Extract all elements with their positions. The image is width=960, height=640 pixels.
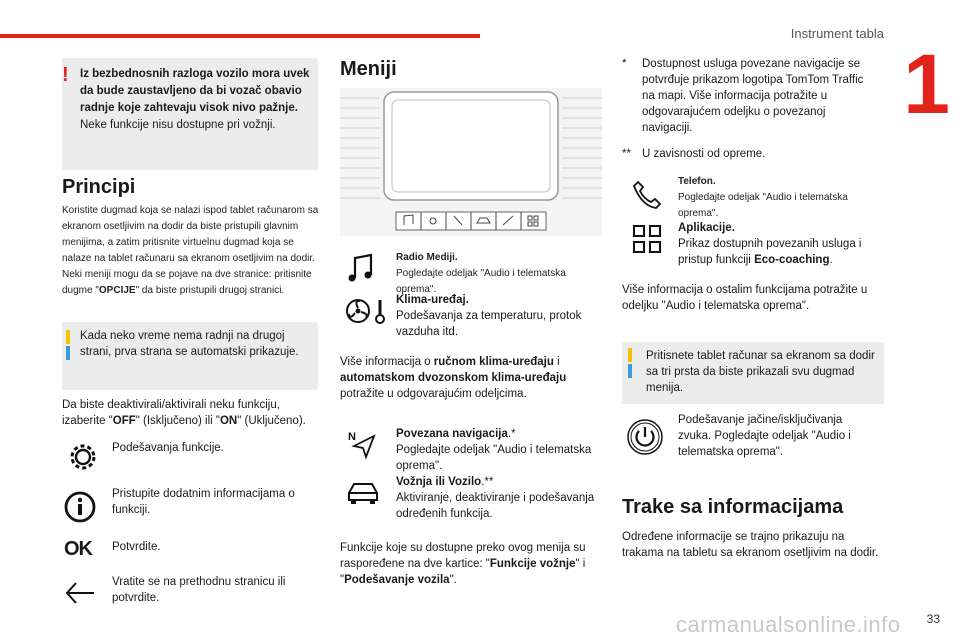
watermark: carmanualsonline.info <box>676 612 901 637</box>
nav-title: Povezana navigacija <box>396 428 508 440</box>
page-number: 33 <box>926 612 940 626</box>
onoff-post: " (Uključeno). <box>237 415 306 427</box>
telefon-text: Pogledajte odeljak "Audio i telematska oprema". <box>678 192 848 219</box>
power-icon <box>626 418 664 456</box>
nav-drive-items <box>396 426 606 522</box>
tabs-b1: Funkcije vožnje <box>489 558 576 570</box>
phone-icon <box>630 178 664 212</box>
fan-thermometer-icon <box>344 294 390 328</box>
trake-text: Određene informacije se trajno prikazuju na trakama na tabletu sa ekranom osetljivim na dodir. <box>622 531 879 559</box>
nav-text: Pogledajte odeljak "Audio i telematska oprema". <box>396 444 592 472</box>
onoff-mid: " (Isključeno) ili " <box>135 415 220 427</box>
klima-more-b2: automatskom dvozonskom klima-uređaju <box>340 372 567 384</box>
tabs-pre: Funkcije koje su dostupne preko ovog menija su raspoređene na dve kartice: " <box>340 542 586 570</box>
header-red-bar <box>0 34 480 38</box>
klima-more-mid: i <box>553 356 560 368</box>
section-title: Instrument tabla <box>790 26 884 41</box>
item-info-text: Pristupite dodatnim informacijama o funkciji. <box>112 488 295 516</box>
item-gear-text: Podešavanja funkcije. <box>112 442 224 454</box>
principi-text1: Koristite dugmad koja se nalazi ispod tablet računarom sa ekranom osetljivim na dodir da biste pristupili glavnim menijima, a zatim pritisnite virtuelnu dugmad koja se nalaze na tablet računaru sa ekranom osetljivim na dodir. <box>62 205 319 264</box>
chapter-number: 1 <box>903 37 950 131</box>
svg-text:N: N <box>348 431 356 443</box>
drive-text: Aktiviranje, deaktiviranje i podešavanja određenih funkcija. <box>396 492 595 520</box>
warning-bold: Iz bezbednosnih razloga vozilo mora uvek da bude zaustavljeno da bi vozač obavio radnje koje zahtevaju visok nivo pažnje. <box>80 68 310 114</box>
apps-text-bold: Eco-coaching <box>754 254 830 266</box>
klima-item <box>396 292 606 340</box>
tabs-b2: Podešavanje vozila <box>344 574 450 586</box>
item-back-text: Vratite se na prethodnu stranicu ili potvrdite. <box>112 576 286 604</box>
car-icon <box>346 476 380 510</box>
footnote1: Dostupnost usluga povezane navigacije se potvrđuje prikazom logotipa TomTom Traffic na mapi. Više informacija potražite u odgovarajućem odeljku o povezanoj navigaciji. <box>642 58 864 134</box>
off-label: OFF <box>112 415 136 427</box>
on-label: ON <box>219 415 238 427</box>
warning-text <box>80 66 312 134</box>
klima-more-pre: Više informacija o <box>340 356 434 368</box>
meniji-title: Meniji <box>340 58 397 80</box>
power-text: Podešavanje jačine/isključivanja zvuka. Pogledajte odeljak "Audio i telematska oprema". <box>678 414 851 458</box>
klima-more-post: potražite u odgovarajućim odeljcima. <box>340 388 527 400</box>
tabs-post: ". <box>449 574 457 586</box>
right-more: Više informacija o ostalim funkcijama potražite u odeljku "Audio i telematska oprema". <box>622 284 868 312</box>
navigation-icon <box>346 428 380 462</box>
apps-text-post: . <box>829 254 833 266</box>
gear-icon <box>66 440 100 474</box>
right-note: Pritisnete tablet računar sa ekranom sa dodir sa tri prsta da biste prikazali svu dugmad menija. <box>646 350 875 394</box>
radio-text: Pogledajte odeljak "Audio i telematska oprema". <box>396 268 566 295</box>
drive-star: .** <box>481 476 494 488</box>
right-note-bar-yellow <box>628 348 632 362</box>
footnote2-mark: ** <box>622 148 631 160</box>
drive-title: Vožnja ili Vozilo <box>396 476 482 488</box>
footnote2: U zavisnosti od opreme. <box>642 148 766 160</box>
trake-title: Trake sa informacijama <box>622 496 844 518</box>
onoff-pre: Da biste deaktivirali/aktivirali neku funkciju, izaberite " <box>62 399 280 427</box>
principi-text <box>62 203 324 299</box>
tabs-text <box>340 540 602 588</box>
principi-text2-pre: Neki meniji mogu da se pojave na dve stranice: pritisnite dugme " <box>62 269 312 296</box>
klima-more <box>340 354 602 402</box>
right-note-bar-blue <box>628 364 632 378</box>
onoff-text <box>62 397 322 429</box>
telefon-item <box>678 174 890 222</box>
options-label: OPCIJE <box>98 285 136 296</box>
tabs-mid: " i " <box>340 558 586 586</box>
apps-title: Aplikacije. <box>678 222 735 234</box>
principi-title: Principi <box>62 176 136 198</box>
klima-title: Klima-uređaj. <box>396 294 469 306</box>
apps-item <box>678 220 882 268</box>
note-bar-blue <box>66 346 70 360</box>
back-arrow-icon <box>64 576 98 610</box>
footnote1-mark: * <box>622 58 627 70</box>
telefon-title: Telefon. <box>678 176 716 187</box>
apps-text-pre: Prikaz dostupnih povezanih usluga i pristup funkciji <box>678 238 862 266</box>
ok-icon: OK <box>64 538 92 560</box>
music-note-icon <box>344 250 378 284</box>
principi-note: Kada neko vreme nema radnji na drugoj strani, prva strana se automatski prikazuje. <box>80 330 299 358</box>
info-icon <box>63 490 97 524</box>
klima-text: Podešavanja za temperaturu, protok vazduha itd. <box>396 310 582 338</box>
warning-icon: ! <box>62 64 69 86</box>
note-bar-yellow <box>66 330 70 344</box>
radio-title: Radio Mediji. <box>396 252 458 263</box>
nav-star: .* <box>507 428 516 440</box>
principi-text2-post: " da biste pristupili drugoj stranici. <box>135 285 285 296</box>
item-ok-text: Potvrdite. <box>112 541 161 553</box>
apps-grid-icon <box>630 222 664 256</box>
tablet-screen-illustration <box>340 88 602 236</box>
radio-item <box>396 250 606 298</box>
warning-note: Neke funkcije nisu dostupne pri vožnji. <box>80 119 276 131</box>
klima-more-b1: ručnom klima-uređaju <box>433 356 554 368</box>
